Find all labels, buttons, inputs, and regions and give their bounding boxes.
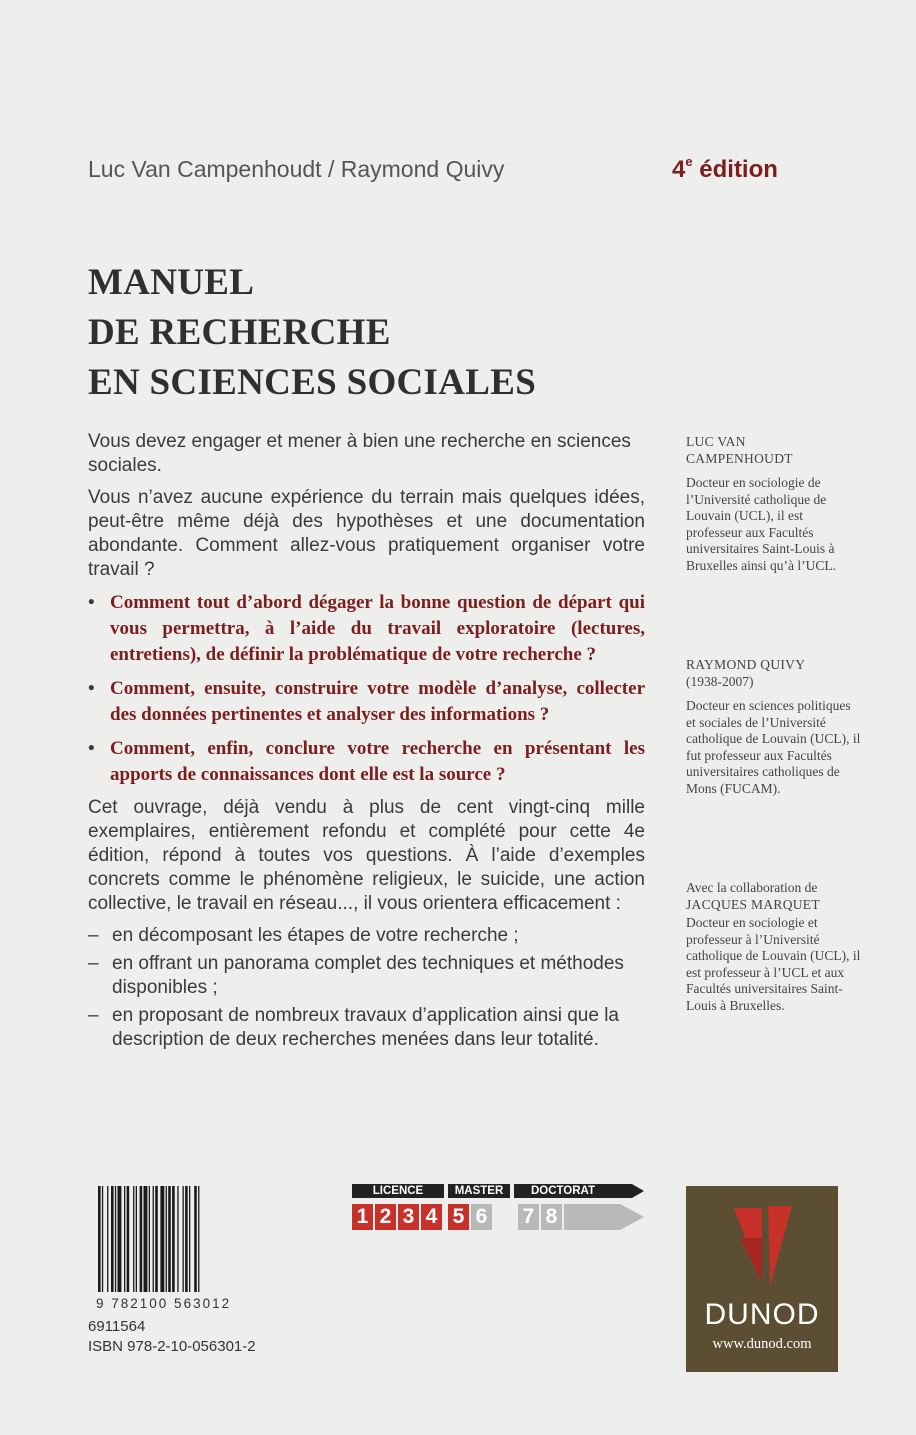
barcode-bar (183, 1186, 184, 1292)
title-line-3: EN SCIENCES SOCIALES (88, 362, 537, 403)
product-code: 6911564 (88, 1318, 146, 1335)
dash-mark: – (88, 953, 99, 974)
barcode-bar (166, 1186, 167, 1292)
barcode-bar (107, 1186, 108, 1292)
level-number: 2 (375, 1204, 396, 1230)
barcode-bar (153, 1186, 154, 1292)
author-2-dates: (1938-2007) (686, 673, 754, 689)
barcode-bar (115, 1186, 116, 1292)
barcode-bar (198, 1186, 199, 1292)
barcode (96, 1186, 248, 1298)
intro-paragraph-2: Vous n’avez aucune expérience du terrain mais quelques idées, peut-être même déjà des hypothèses et une documentation abondante. Comment allez-vous pratiquement organiser votre travail ? (88, 487, 645, 580)
author-1-bio: Docteur en sociologie de l’Université catholique de Louvain (UCL), il est professeur aux Facultés universitaires Saint-Louis à Bruxelles ainsi qu’à l’UCL. (686, 475, 836, 573)
question-bullet (88, 676, 645, 728)
back-cover-text (88, 430, 645, 1056)
question-bullet (88, 736, 645, 788)
benefit-item (88, 924, 645, 948)
edition-word: édition (692, 156, 778, 183)
collaborator-bio (686, 880, 861, 1014)
barcode-bar (118, 1186, 122, 1292)
level-number: 5 (448, 1204, 469, 1230)
barcode-bar (133, 1186, 134, 1292)
author-bio-1 (686, 434, 861, 574)
level-number: 6 (471, 1204, 492, 1230)
author-2-bio: Docteur en sciences politiques et sociales de l’Université catholique de Louvain (UCL), il fut professeur aux Facultés universitaires catholiques de Mons (FUCAM). (686, 698, 861, 796)
barcode-bar (189, 1186, 190, 1292)
question-bullet (88, 590, 645, 668)
barcode-bar (124, 1186, 125, 1292)
barcode-bar (168, 1186, 171, 1292)
barcode-bar (149, 1186, 150, 1292)
level-number: 4 (421, 1204, 442, 1230)
benefit-item (88, 1004, 645, 1052)
collaborator-bio-text: Docteur en sociologie et professeur à l’Université catholique de Louvain (UCL), il est professeur à l’UCL et aux Facultés universitaires Saint-Louis à Bruxelles. (686, 915, 861, 1013)
book-title (88, 258, 536, 408)
benefit-text: en décomposant les étapes de votre recherche ; (112, 925, 519, 946)
title-line-1: MANUEL (88, 262, 255, 303)
summary-paragraph: Cet ouvrage, déjà vendu à plus de cent vingt-cinq mille exemplaires, entièrement refondu et complété pour cette 4e édition, répond à toutes vos questions. À l’aide d’exemples concrets comme le phénomène religieux, le suicide, une action collective, le travail en réseau..., il vous orientera efficacement : (88, 797, 645, 914)
bullet-dot: • (88, 678, 95, 699)
collaborator-name: JACQUES MARQUET (686, 896, 820, 912)
level-master-label: MASTER (448, 1184, 510, 1198)
barcode-digits: 9 782100 563012 (96, 1296, 232, 1311)
barcode-bar (144, 1186, 148, 1292)
edition-number: 4 (672, 156, 686, 183)
edition-sup: e (685, 154, 693, 169)
level-number: 1 (352, 1204, 373, 1230)
publisher-name: DUNOD (704, 1298, 820, 1331)
benefit-text: en proposant de nombreux travaux d’application ainsi que la description de deux recherches menées dans leur totalité. (112, 1005, 619, 1050)
level-number: 8 (541, 1204, 562, 1230)
barcode-bar (185, 1186, 188, 1292)
authors: Luc Van Campenhoudt / Raymond Quivy (88, 156, 505, 182)
level-number: 3 (398, 1204, 419, 1230)
study-level-badge (352, 1184, 652, 1234)
bullet-text: Comment, ensuite, construire votre modèle d’analyse, collecter des données pertinentes et analyser des informations ? (110, 678, 645, 725)
publisher-url: www.dunod.com (712, 1336, 812, 1352)
author-bio-2 (686, 657, 861, 797)
intro-paragraph-1: Vous devez engager et mener à bien une recherche en sciences sociales. (88, 431, 631, 476)
dash-mark: – (88, 1005, 99, 1026)
level-licence-label: LICENCE (352, 1184, 444, 1198)
bullet-text: Comment, enfin, conclure votre recherche en présentant les apports de connaissances dont elle est la source ? (110, 738, 645, 785)
dunod-emblem-icon (722, 1198, 802, 1294)
level-number: 7 (518, 1204, 539, 1230)
barcode-bar (160, 1186, 164, 1292)
barcode-bar (140, 1186, 143, 1292)
bullet-text: Comment tout d’abord dégager la bonne question de départ qui vous permettra, à l’aide du travail exploratoire (lectures, entretiens), de définir la problématique de votre recherche ? (110, 592, 645, 665)
barcode-bar (136, 1186, 137, 1292)
barcode-bar (155, 1186, 158, 1292)
barcode-bar (177, 1186, 178, 1292)
author-2-name: RAYMOND QUIVY (686, 657, 806, 672)
arrow-top-icon (610, 1184, 644, 1198)
arrow-bottom-icon (564, 1204, 644, 1230)
author-1-name-line-1: LUC VAN (686, 434, 746, 449)
author-1-name-line-2: CAMPENHOUDT (686, 450, 793, 466)
barcode-bar (194, 1186, 197, 1292)
title-line-2: DE RECHERCHE (88, 312, 391, 353)
barcode-bar (98, 1186, 101, 1292)
benefit-item (88, 952, 645, 1000)
benefit-text: en offrant un panorama complet des techniques et méthodes disponibles ; (112, 953, 624, 998)
barcode-bar (127, 1186, 130, 1292)
barcode-bar (102, 1186, 103, 1292)
dash-mark: – (88, 925, 99, 946)
barcode-bar (111, 1186, 114, 1292)
level-doctorat-label: DOCTORAT (514, 1184, 612, 1198)
edition (672, 156, 778, 184)
isbn: ISBN 978-2-10-056301-2 (88, 1338, 256, 1355)
publisher-logo (686, 1186, 838, 1372)
barcode-bar (172, 1186, 175, 1292)
collaborator-intro: Avec la collaboration de (686, 880, 818, 895)
bullet-dot: • (88, 592, 95, 613)
bullet-dot: • (88, 738, 95, 759)
